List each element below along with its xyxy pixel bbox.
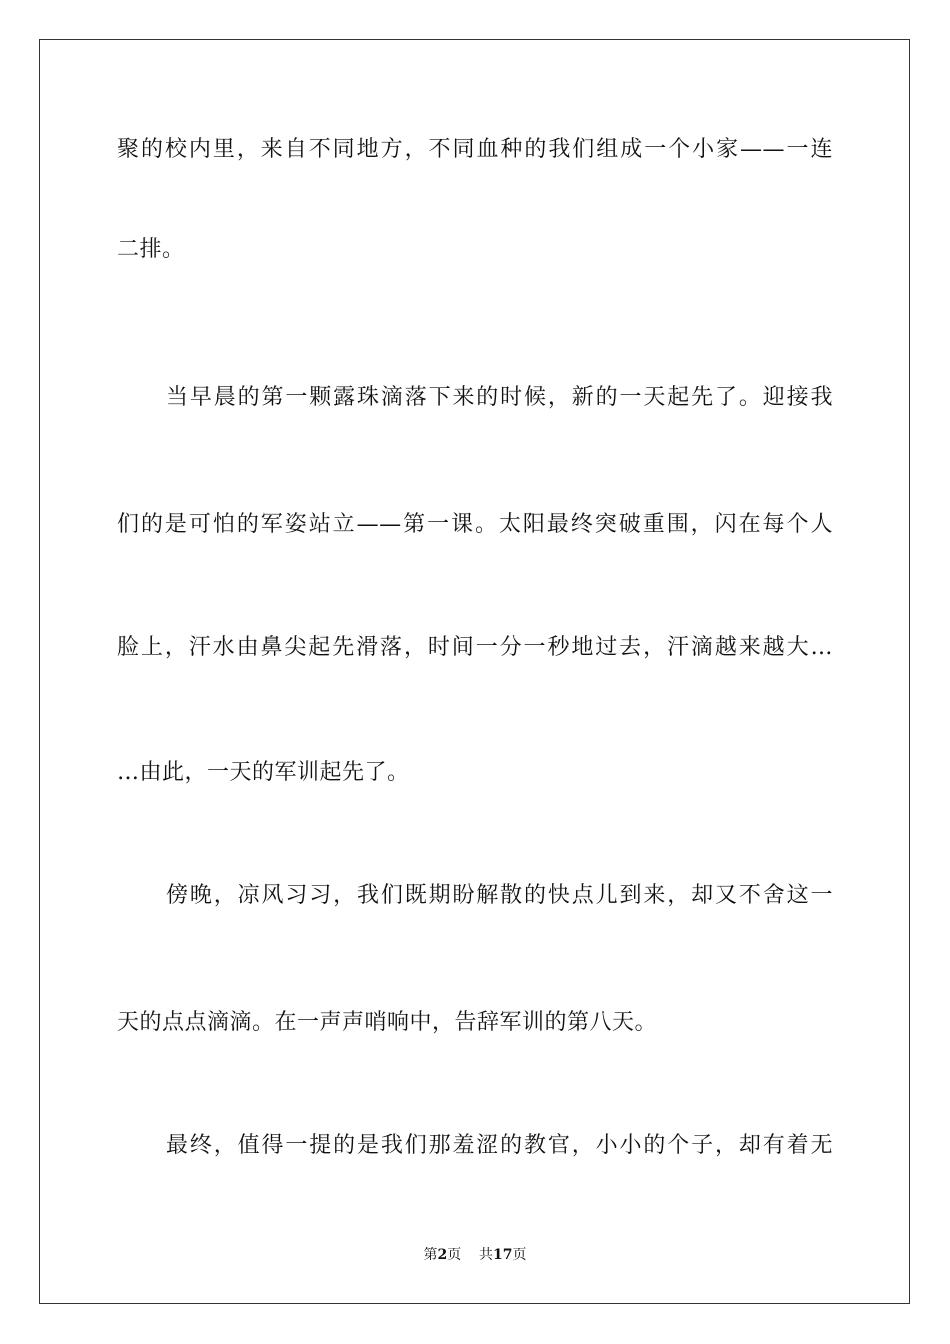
- page-prefix: 第: [423, 1247, 438, 1263]
- total-suffix: 页: [512, 1247, 527, 1263]
- text-line-6: …由此，一天的军训起先了。: [117, 760, 410, 785]
- text-line-9: 最终，值得一提的是我们那羞涩的教官，小小的个子，却有着无: [166, 1133, 833, 1158]
- text-line-3: 当早晨的第一颗露珠滴落下来的时候，新的一天起先了。迎接我: [166, 385, 833, 410]
- page-footer: [0, 1246, 950, 1264]
- total-pages: 17: [493, 1247, 513, 1263]
- text-line-2: 二排。: [117, 237, 185, 262]
- text-line-8: 天的点点滴滴。在一声声哨响中，告辞军训的第八天。: [117, 1010, 658, 1035]
- page-number: 2: [437, 1247, 448, 1263]
- text-line-7: 傍晚，凉风习习，我们既期盼解散的快点儿到来，却又不舍这一: [166, 883, 833, 908]
- page-border: [39, 39, 910, 1304]
- text-line-4: 们的是可怕的军姿站立——第一课。太阳最终突破重围，闪在每个人: [117, 512, 833, 537]
- page-suffix: 页: [447, 1247, 462, 1263]
- text-line-5: 脸上，汗水由鼻尖起先滑落，时间一分一秒地过去，汗滴越来越大…: [117, 635, 833, 660]
- text-line-1: 聚的校内里，来自不同地方，不同血种的我们组成一个小家——一连: [117, 137, 833, 162]
- total-prefix: 共: [479, 1247, 494, 1263]
